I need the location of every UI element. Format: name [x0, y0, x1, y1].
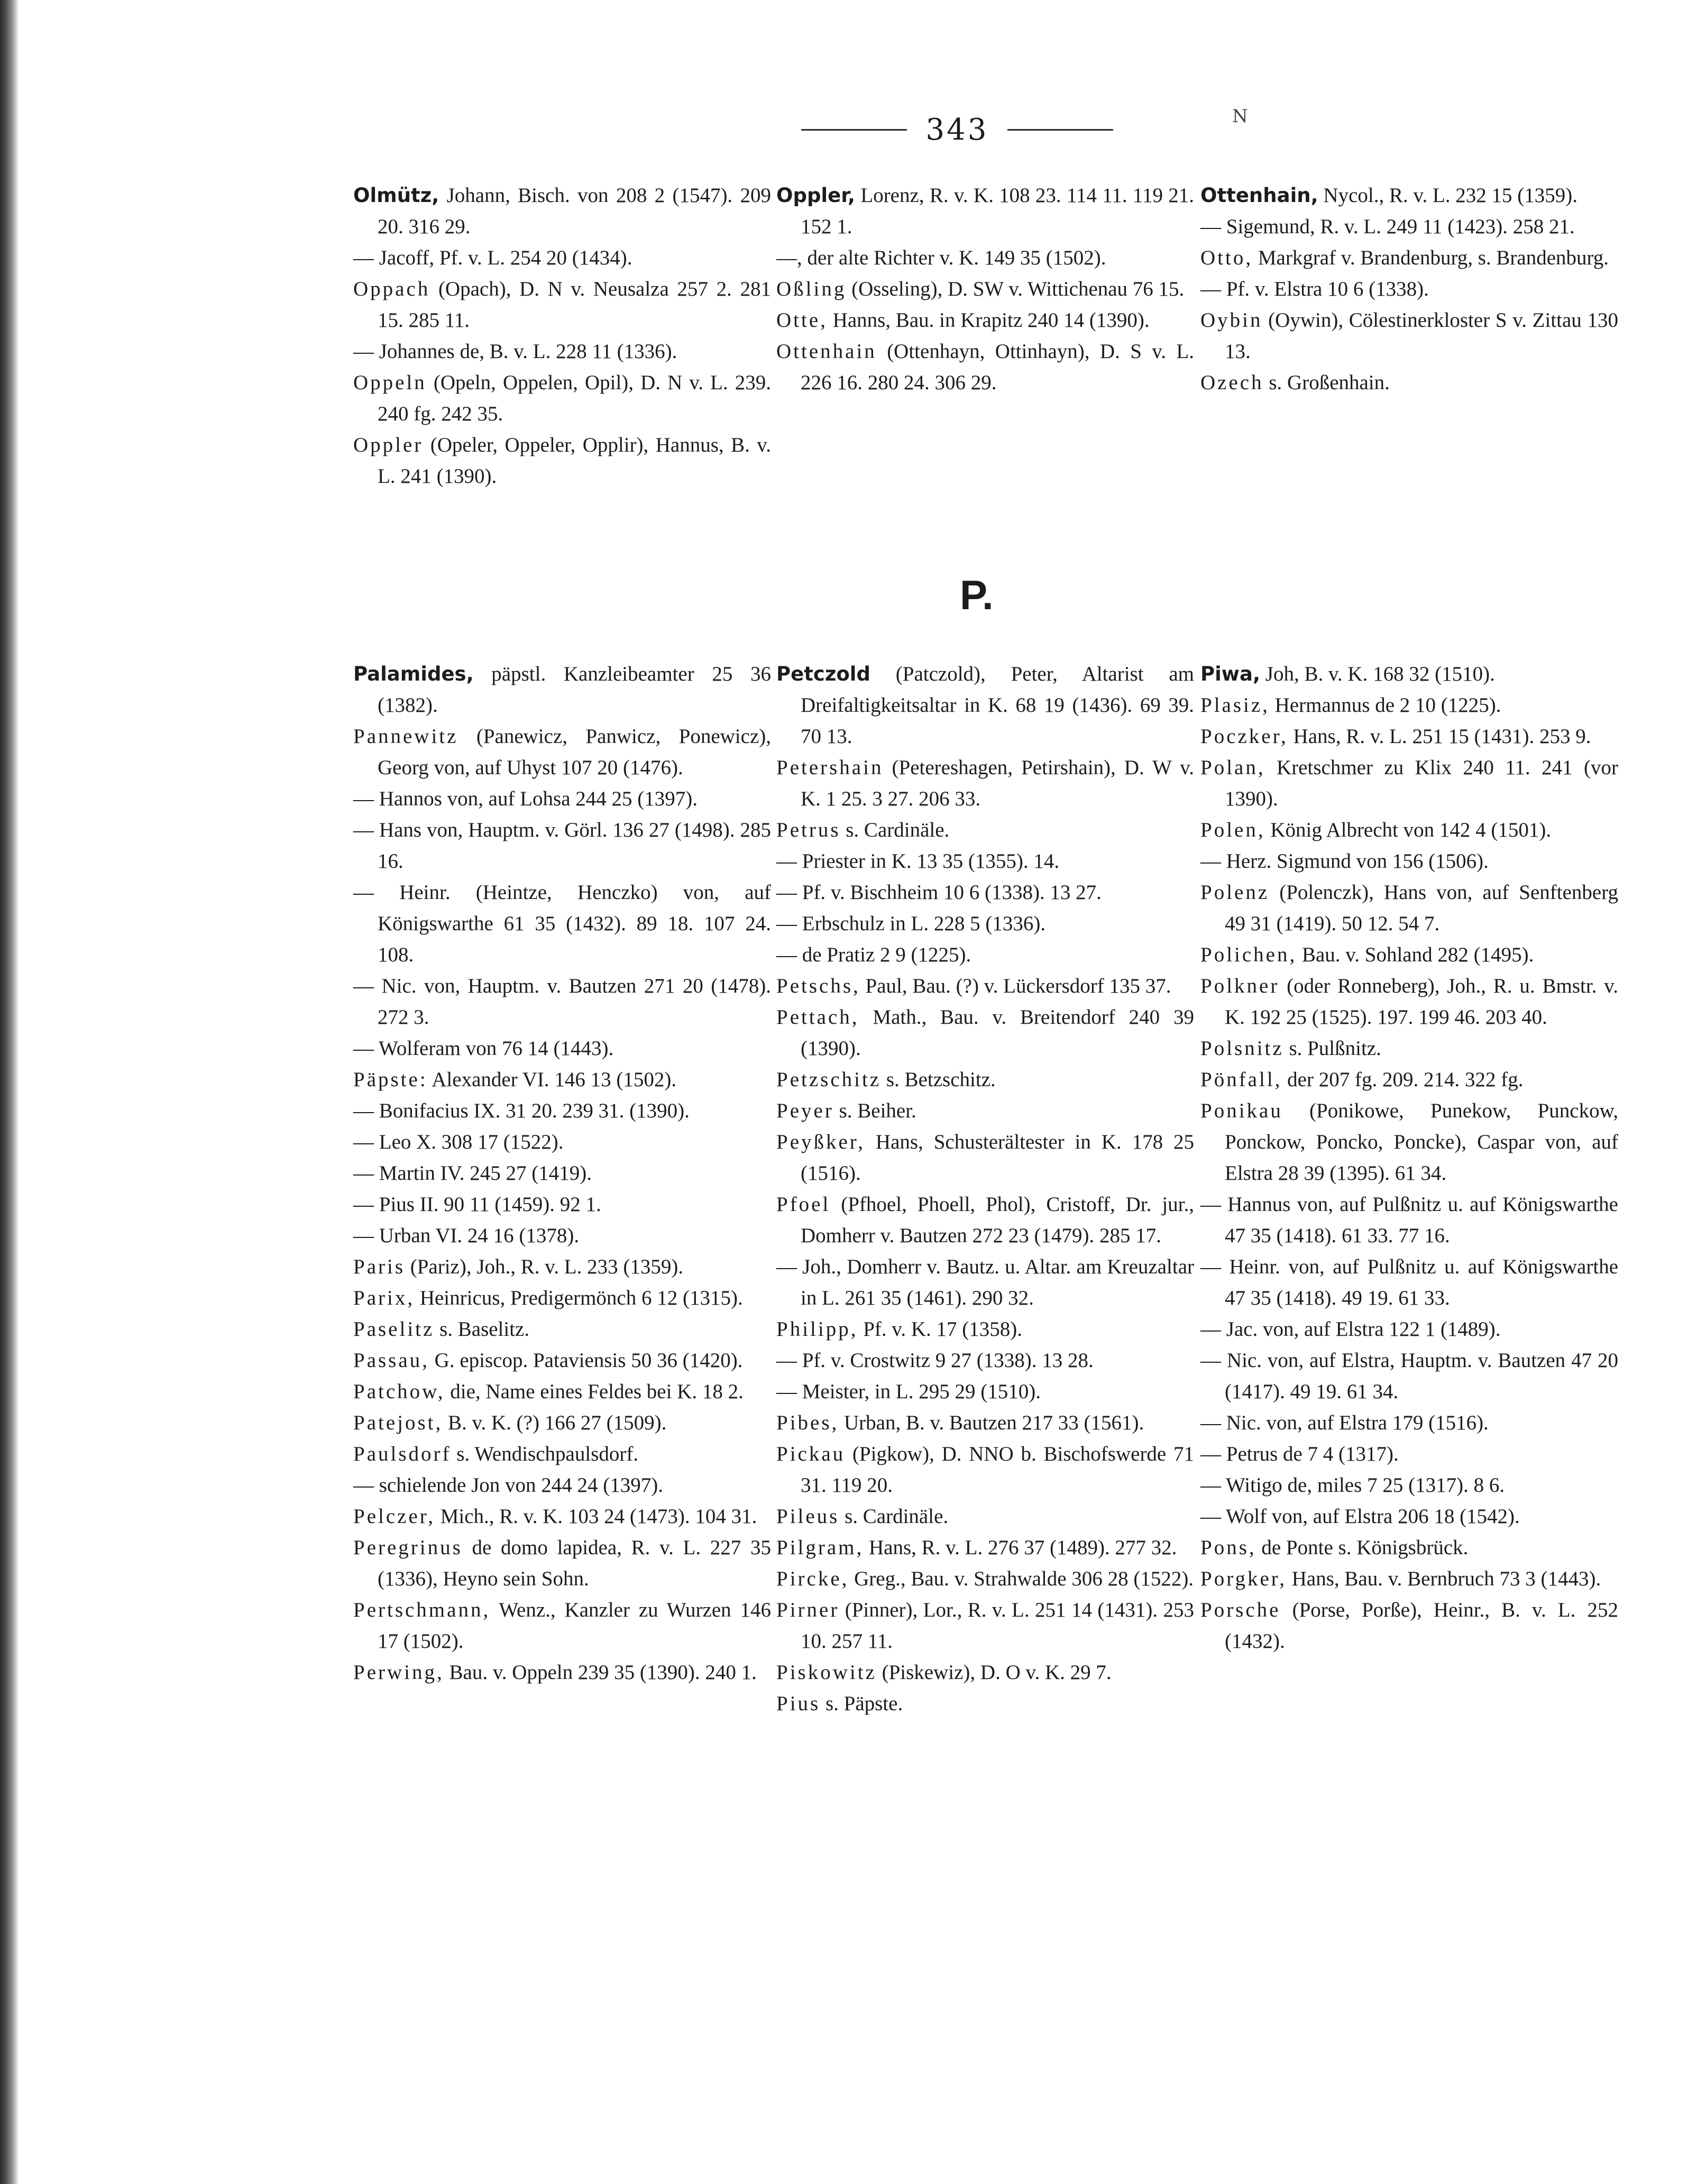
entry-text: — Sigemund, R. v. L. 249 11 (1423). 258 21. — [1200, 215, 1575, 238]
entry-headword: Oppeln — [353, 371, 427, 394]
entry-text: (Pariz), Joh., R. v. L. 233 (1359). — [405, 1255, 684, 1278]
index-entry — [353, 1438, 771, 1470]
entry-text: — Priester in K. 13 35 (1355). 14. — [776, 850, 1060, 873]
entry-headword: Polsnitz — [1200, 1037, 1284, 1060]
entry-text: s. Cardinäle. — [839, 1505, 949, 1528]
entry-headword: Pibes, — [776, 1411, 839, 1434]
entry-headword: Pelczer, — [353, 1505, 435, 1528]
index-column-top-right — [1200, 180, 1618, 398]
entry-text: Alexander VI. 146 13 (1502). — [427, 1068, 677, 1091]
index-entry — [353, 429, 771, 492]
index-entry — [353, 1158, 771, 1189]
entry-text: — Witigo de, miles 7 25 (1317). 8 6. — [1200, 1474, 1505, 1497]
index-column-p-right — [1200, 658, 1618, 1657]
index-entry — [1200, 1251, 1618, 1314]
entry-text: — Jacoff, Pf. v. L. 254 20 (1434). — [353, 246, 632, 269]
index-entry — [776, 939, 1194, 970]
entry-text: G. episcop. Pataviensis 50 36 (1420). — [429, 1349, 743, 1372]
entry-text: — Martin IV. 245 27 (1419). — [353, 1162, 592, 1185]
entry-text: — Jac. von, auf Elstra 122 1 (1489). — [1200, 1318, 1501, 1341]
entry-headword: Ottenhain — [776, 340, 877, 363]
entry-headword: Polichen, — [1200, 943, 1297, 966]
index-entry — [353, 814, 771, 877]
entry-text: (Piskewiz), D. O v. K. 29 7. — [876, 1661, 1112, 1684]
entry-headword: Pilgram, — [776, 1536, 864, 1559]
index-entry — [1200, 1501, 1618, 1532]
index-entry — [776, 970, 1194, 1002]
entry-headword: Ponikau — [1200, 1099, 1283, 1122]
entry-text: — Erbschulz in L. 228 5 (1336). — [776, 912, 1046, 935]
entry-text: — de Pratiz 2 9 (1225). — [776, 943, 971, 966]
entry-text: — Leo X. 308 17 (1522). — [353, 1131, 564, 1153]
index-entry — [353, 1407, 771, 1438]
header-rule-left — [801, 129, 907, 131]
entry-headword: Petschs, — [776, 975, 860, 997]
index-entry — [776, 877, 1194, 908]
stray-mark: N — [1232, 106, 1248, 127]
entry-text: s. Cardinäle. — [840, 819, 950, 841]
index-entry — [776, 242, 1194, 273]
entry-text: s. Wendischpaulsdorf. — [451, 1443, 639, 1465]
entry-text: (Panewicz, Panwicz, Ponewicz), Georg von, auf Uhyst 107 20 (1476). — [378, 725, 771, 779]
entry-text: Wenz., Kanzler zu Wurzen 146 17 (1502). — [378, 1599, 771, 1653]
entry-text: (Osseling), D. SW v. Wittichenau 76 15. — [846, 278, 1185, 300]
entry-text: — Nic. von, auf Elstra 179 (1516). — [1200, 1411, 1489, 1434]
entry-text: (Pigkow), D. NNO b. Bischofswerde 71 31. 119 20. — [801, 1443, 1194, 1497]
entry-headword: Pickau — [776, 1443, 846, 1465]
entry-text: s. Baselitz. — [434, 1318, 530, 1341]
entry-text: — schielende Jon von 244 24 (1397). — [353, 1474, 663, 1497]
entry-headword: Perwing, — [353, 1661, 444, 1684]
index-entry — [353, 1189, 771, 1220]
index-entry — [776, 1126, 1194, 1189]
entry-headword: Paris — [353, 1255, 405, 1278]
entry-text: (Ponikowe, Punekow, Punckow, Ponckow, Poncko, Poncke), Caspar von, auf Elstra 28 39 (1395). 61 34. — [1225, 1099, 1618, 1185]
index-entry — [1200, 1594, 1618, 1657]
entry-text: — Johannes de, B. v. L. 228 11 (1336). — [353, 340, 677, 363]
index-entry — [776, 1657, 1194, 1688]
index-entry — [776, 1532, 1194, 1563]
entry-headword: Passau, — [353, 1349, 429, 1372]
index-entry — [353, 1126, 771, 1158]
entry-headword: Philipp, — [776, 1318, 858, 1341]
entry-text: — Hannos von, auf Lohsa 244 25 (1397). — [353, 787, 698, 810]
entry-headword: Polen, — [1200, 819, 1265, 841]
index-entry — [776, 1501, 1194, 1532]
index-entry — [776, 846, 1194, 877]
index-entry — [776, 1251, 1194, 1314]
entry-headword: Päpste: — [353, 1068, 428, 1091]
entry-text: Math., Bau. v. Breitendorf 240 39 (1390). — [801, 1006, 1194, 1060]
entry-text: — Nic. von, Hauptm. v. Bautzen 271 20 (1478). 272 3. — [353, 975, 771, 1029]
entry-headword: Ozech — [1200, 371, 1264, 394]
index-entry — [1200, 690, 1618, 721]
entry-text: Hans, Bau. v. Bernbruch 73 3 (1443). — [1286, 1567, 1601, 1590]
entry-text: s. Betzschitz. — [881, 1068, 996, 1091]
entry-text: Urban, B. v. Bautzen 217 33 (1561). — [839, 1411, 1144, 1434]
entry-headword: Otto, — [1200, 246, 1253, 269]
index-entry — [353, 658, 771, 721]
entry-headword: Petczold — [776, 663, 870, 685]
entry-text: König Albrecht von 142 4 (1501). — [1265, 819, 1552, 841]
entry-headword: Oppach — [353, 278, 430, 300]
index-entry — [776, 1688, 1194, 1719]
entry-headword: Patejost, — [353, 1411, 443, 1434]
entry-headword: Peregrinus — [353, 1536, 463, 1559]
index-entry — [1200, 939, 1618, 970]
index-entry — [1200, 1095, 1618, 1189]
index-entry — [1200, 1532, 1618, 1563]
entry-text: — Pf. v. Bischheim 10 6 (1338). 13 27. — [776, 881, 1102, 904]
entry-text: der 207 fg. 209. 214. 322 fg. — [1282, 1068, 1524, 1091]
index-entry — [776, 1189, 1194, 1251]
entry-text: — Hans von, Hauptm. v. Görl. 136 27 (1498). 285 16. — [353, 819, 771, 873]
entry-headword: Oybin — [1200, 309, 1263, 332]
entry-text: s. Pulßnitz. — [1283, 1037, 1381, 1060]
entry-text: (Oywin), Cölestinerkloster S v. Zittau 130 13. — [1225, 309, 1618, 363]
entry-text: — Bonifacius IX. 31 20. 239 31. (1390). — [353, 1099, 690, 1122]
entry-headword: Pius — [776, 1692, 821, 1715]
index-entry — [1200, 1438, 1618, 1470]
entry-text: (oder Ronneberg), Joh., R. u. Bmstr. v. K. 192 25 (1525). 197. 199 46. 203 40. — [1225, 975, 1618, 1029]
entry-headword: Peyßker, — [776, 1131, 865, 1153]
entry-headword: Pettach, — [776, 1006, 859, 1029]
index-entry — [1200, 814, 1618, 846]
index-column-top-left — [353, 180, 771, 492]
section-letter: P. — [960, 572, 994, 618]
index-column-p-middle — [776, 658, 1194, 1719]
entry-text: s. Päpste. — [820, 1692, 903, 1715]
entry-text: — Heinr. (Heintze, Henczko) von, auf Königswarthe 61 35 (1432). 89 18. 107 24. 108. — [353, 881, 771, 966]
index-entry — [353, 1657, 771, 1688]
entry-headword: Pönfall, — [1200, 1068, 1282, 1091]
entry-headword: Pirner — [776, 1599, 840, 1621]
entry-headword: Porsche — [1200, 1599, 1281, 1621]
index-entry — [776, 180, 1194, 242]
index-entry — [1200, 1033, 1618, 1064]
entry-headword: Oppler — [353, 434, 424, 456]
entry-text: — Herz. Sigmund von 156 (1506). — [1200, 850, 1489, 873]
entry-text: s. Großenhain. — [1263, 371, 1390, 394]
entry-headword: Plasiz, — [1200, 694, 1270, 717]
page-header — [793, 108, 1121, 151]
page-binding-shadow — [0, 0, 19, 2184]
index-entry — [353, 1220, 771, 1251]
entry-headword: Ottenhain, — [1200, 184, 1318, 207]
entry-text: — Joh., Domherr v. Bautz. u. Altar. am Kreuzaltar in L. 261 35 (1461). 290 32. — [776, 1255, 1194, 1309]
entry-headword: Polenz — [1200, 881, 1270, 904]
entry-text: Pf. v. K. 17 (1358). — [858, 1318, 1022, 1341]
index-entry — [1200, 1470, 1618, 1501]
entry-text: Hanns, Bau. in Krapitz 240 14 (1390). — [827, 309, 1150, 332]
entry-text: (Ottenhayn, Ottinhayn), D. S v. L. 226 16. 280 24. 306 29. — [801, 340, 1194, 394]
index-entry — [776, 305, 1194, 336]
index-entry — [776, 1002, 1194, 1064]
index-entry — [353, 970, 771, 1033]
index-entry — [776, 752, 1194, 814]
entry-text: (Patczold), Peter, Altarist am Dreifaltigkeitsaltar in K. 68 19 (1436). 69 39. 70 13. — [801, 663, 1194, 748]
entry-text: (Opeln, Oppelen, Opil), D. N v. L. 239. 240 fg. 242 35. — [378, 371, 771, 425]
entry-text: B. v. K. (?) 166 27 (1509). — [443, 1411, 667, 1434]
index-entry — [1200, 877, 1618, 939]
entry-headword: Poczker, — [1200, 725, 1288, 748]
entry-text: Bau. v. Oppeln 239 35 (1390). 240 1. — [444, 1661, 757, 1684]
entry-text: (Opach), D. N v. Neusalza 257 2. 281 15. 285 11. — [378, 278, 771, 332]
entry-text: die, Name eines Feldes bei K. 18 2. — [445, 1380, 744, 1403]
entry-text: Bau. v. Sohland 282 (1495). — [1297, 943, 1534, 966]
index-entry — [1200, 305, 1618, 367]
index-entry — [353, 783, 771, 814]
index-entry — [1200, 752, 1618, 814]
entry-text: päpstl. Kanzleibeamter 25 36 (1382). — [378, 663, 771, 717]
index-entry — [353, 1501, 771, 1532]
entry-text: Markgraf v. Brandenburg, s. Brandenburg. — [1253, 246, 1609, 269]
index-entry — [353, 1594, 771, 1657]
entry-headword: Polkner — [1200, 975, 1280, 997]
entry-headword: Pertschmann, — [353, 1599, 491, 1621]
index-entry — [353, 1064, 771, 1095]
index-entry — [353, 336, 771, 367]
index-entry — [1200, 721, 1618, 752]
entry-text: — Heinr. von, auf Pulßnitz u. auf Königswarthe 47 35 (1418). 49 19. 61 33. — [1200, 1255, 1618, 1309]
entry-headword: Peyer — [776, 1099, 834, 1122]
entry-text: Lorenz, R. v. K. 108 23. 114 11. 119 21. 152 1. — [801, 184, 1194, 238]
index-entry — [353, 180, 771, 242]
index-entry — [353, 1532, 771, 1594]
entry-text: Nycol., R. v. L. 232 15 (1359). — [1318, 184, 1577, 207]
entry-text: Paul, Bau. (?) v. Lückersdorf 135 37. — [860, 975, 1171, 997]
entry-text: Hermannus de 2 10 (1225). — [1269, 694, 1501, 717]
index-entry — [353, 1251, 771, 1282]
entry-text: Hans, R. v. L. 276 37 (1489). 277 32. — [864, 1536, 1177, 1559]
entry-headword: Palamides, — [353, 663, 474, 685]
entry-text: — Pf. v. Crostwitz 9 27 (1338). 13 28. — [776, 1349, 1094, 1372]
entry-text: s. Beiher. — [833, 1099, 916, 1122]
entry-headword: Piwa, — [1200, 663, 1261, 685]
entry-text: — Hannus von, auf Pulßnitz u. auf Königswarthe 47 35 (1418). 61 33. 77 16. — [1200, 1193, 1618, 1247]
entry-headword: Otte, — [776, 309, 828, 332]
entry-headword: Pannewitz — [353, 725, 458, 748]
entry-text: (Pfhoel, Phoell, Phol), Cristoff, Dr. jur., Domherr v. Bautzen 272 23 (1479). 285 17. — [801, 1193, 1194, 1247]
entry-headword: Petzschitz — [776, 1068, 882, 1091]
index-entry — [1200, 970, 1618, 1033]
index-entry — [776, 1376, 1194, 1407]
index-entry — [1200, 273, 1618, 305]
entry-text: Joh, B. v. K. 168 32 (1510). — [1260, 663, 1495, 685]
entry-text: de Ponte s. Königsbrück. — [1256, 1536, 1469, 1559]
index-entry — [353, 273, 771, 336]
entry-headword: Paselitz — [353, 1318, 435, 1341]
entry-text: — Pf. v. Elstra 10 6 (1338). — [1200, 278, 1429, 300]
index-entry — [776, 1407, 1194, 1438]
index-entry — [776, 1563, 1194, 1594]
index-entry — [1200, 846, 1618, 877]
entry-text: — Nic. von, auf Elstra, Hauptm. v. Bautzen 47 20 (1417). 49 19. 61 34. — [1200, 1349, 1618, 1403]
index-entry — [1200, 1345, 1618, 1407]
entry-text: Kretschmer zu Klix 240 11. 241 (vor 1390). — [1225, 756, 1618, 810]
index-entry — [1200, 180, 1618, 211]
header-rule-right — [1007, 129, 1113, 131]
entry-headword: Petrus — [776, 819, 841, 841]
index-entry — [776, 1438, 1194, 1501]
entry-headword: Porgker, — [1200, 1567, 1287, 1590]
entry-headword: Pfoel — [776, 1193, 831, 1216]
entry-text: — Pius II. 90 11 (1459). 92 1. — [353, 1193, 601, 1216]
index-column-top-middle — [776, 180, 1194, 398]
entry-text: Hans, Schusterältester in K. 178 25 (1516). — [801, 1131, 1194, 1185]
index-entry — [776, 1345, 1194, 1376]
entry-text: — Urban VI. 24 16 (1378). — [353, 1224, 580, 1247]
index-entry — [776, 273, 1194, 305]
index-entry — [353, 1345, 771, 1376]
entry-text: (Petereshagen, Petirshain), D. W v. K. 1 25. 3 27. 206 33. — [801, 756, 1194, 810]
index-entry — [776, 336, 1194, 398]
entry-text: Heinricus, Predigermönch 6 12 (1315). — [415, 1287, 743, 1309]
index-entry — [1200, 1314, 1618, 1345]
entry-text: (Pinner), Lor., R. v. L. 251 14 (1431). 253 10. 257 11. — [801, 1599, 1194, 1653]
entry-text: — Wolferam von 76 14 (1443). — [353, 1037, 614, 1060]
entry-headword: Polan, — [1200, 756, 1265, 779]
entry-text: — Meister, in L. 295 29 (1510). — [776, 1380, 1041, 1403]
entry-text: de domo lapidea, R. v. L. 227 35 (1336), Heyno sein Sohn. — [378, 1536, 771, 1590]
entry-headword: Petershain — [776, 756, 884, 779]
index-entry — [776, 1314, 1194, 1345]
entry-headword: Patchow, — [353, 1380, 445, 1403]
index-entry — [353, 1314, 771, 1345]
entry-text: — Petrus de 7 4 (1317). — [1200, 1443, 1399, 1465]
entry-text: Johann, Bisch. von 208 2 (1547). 209 20. 316 29. — [378, 184, 771, 238]
entry-text: (Opeler, Oppeler, Opplir), Hannus, B. v. L. 241 (1390). — [378, 434, 771, 488]
entry-headword: Oppler, — [776, 184, 856, 207]
entry-text: —, der alte Richter v. K. 149 35 (1502). — [776, 246, 1106, 269]
index-entry — [776, 1095, 1194, 1126]
index-entry — [1200, 658, 1618, 690]
index-entry — [353, 1376, 771, 1407]
index-entry — [353, 1033, 771, 1064]
index-entry — [1200, 367, 1618, 398]
entry-headword: Paulsdorf — [353, 1443, 452, 1465]
entry-text: Hans, R. v. L. 251 15 (1431). 253 9. — [1288, 725, 1591, 748]
index-entry — [353, 1470, 771, 1501]
entry-headword: Pons, — [1200, 1536, 1256, 1559]
index-entry — [353, 1282, 771, 1314]
index-column-p-left — [353, 658, 771, 1688]
entry-text: (Polenczk), Hans von, auf Senftenberg 49 31 (1419). 50 12. 54 7. — [1225, 881, 1618, 935]
entry-headword: Pircke, — [776, 1567, 849, 1590]
index-entry — [353, 242, 771, 273]
index-entry — [1200, 242, 1618, 273]
entry-text: Greg., Bau. v. Strahwalde 306 28 (1522). — [849, 1567, 1194, 1590]
entry-headword: Parix, — [353, 1287, 415, 1309]
index-entry — [1200, 1407, 1618, 1438]
index-entry — [1200, 211, 1618, 242]
index-entry — [776, 1064, 1194, 1095]
entry-headword: Pileus — [776, 1505, 840, 1528]
index-entry — [776, 814, 1194, 846]
entry-text: (Porse, Porße), Heinr., B. v. L. 252 (1432). — [1225, 1599, 1618, 1653]
index-entry — [776, 908, 1194, 939]
entry-headword: Olmütz, — [353, 184, 439, 207]
index-entry — [1200, 1563, 1618, 1594]
index-entry — [353, 1095, 771, 1126]
index-entry — [353, 367, 771, 429]
index-entry — [776, 658, 1194, 752]
index-entry — [1200, 1064, 1618, 1095]
entry-headword: Oßling — [776, 278, 847, 300]
entry-text: — Wolf von, auf Elstra 206 18 (1542). — [1200, 1505, 1520, 1528]
entry-text: Mich., R. v. K. 103 24 (1473). 104 31. — [435, 1505, 757, 1528]
index-entry — [1200, 1189, 1618, 1251]
index-entry — [353, 721, 771, 783]
page-number: 343 — [925, 112, 989, 147]
entry-headword: Piskowitz — [776, 1661, 877, 1684]
index-entry — [353, 877, 771, 970]
index-entry — [776, 1594, 1194, 1657]
